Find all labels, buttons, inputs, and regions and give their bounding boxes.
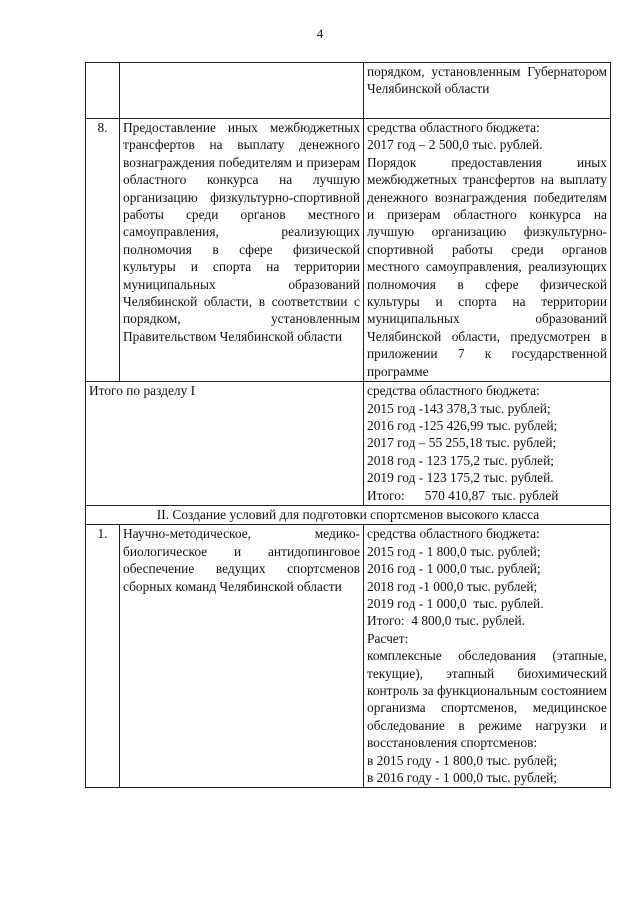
total-label-cell: Итого по разделу I [86, 382, 364, 506]
funding-line: в 2016 году - 1 000,0 тыс. рублей; [367, 770, 557, 786]
table-row [86, 63, 611, 119]
measure-cell: Предоставление иных межбюджетных трансфертов на выплату денежного вознаграждения победителям и призерам областного конкурса на лучшую организацию физкультурно-спортивной работы среди органов местного самоуправления, реализующих полномочия в сфере физической культуры и спорта на территории муниципальных образований Челябинской области, в соответствии с порядком, установленным Правительством Челябинской области [120, 119, 364, 382]
funding-line: 2015 год - 1 800,0 тыс. рублей; [367, 543, 541, 559]
section-heading: II. Создание условий для подготовки спортсменов высокого класса [86, 505, 611, 524]
total-line: 2019 год - 123 175,2 тыс. рублей. [367, 470, 554, 486]
program-table [85, 62, 611, 788]
table-row [86, 119, 611, 382]
funding-line: в 2015 году - 1 800,0 тыс. рублей; [367, 752, 557, 768]
funding-cell [364, 119, 611, 382]
funding-line: 2017 год – 2 500,0 тыс. рублей. [367, 137, 543, 153]
funding-procedure-text: Порядок предоставления иных межбюджетных трансфертов на выплату денежного вознаграждения победителям и призерам областного конкурса на лучшую организацию физкультурно-спортивной работы среди органов местного самоуправления, реализующих полномочия в сфере физической культуры и спорта на территории муниципальных образований Челябинской области, предусмотрен в приложении 7 к государственной программе [367, 154, 607, 379]
funding-line: средства областного бюджета: [367, 526, 540, 542]
funding-cell [364, 63, 611, 119]
funding-line: Итого: 4 800,0 тыс. рублей. [367, 613, 525, 629]
table-row [86, 382, 611, 506]
row-number-cell [86, 63, 120, 119]
total-line: 2015 год -143 378,3 тыс. рублей; [367, 400, 551, 416]
row-number-cell: 1. [86, 525, 120, 788]
total-line: 2017 год – 55 255,18 тыс. рублей; [367, 435, 557, 451]
funding-line: 2018 год -1 000,0 тыс. рублей; [367, 578, 538, 594]
total-line: 2018 год - 123 175,2 тыс. рублей; [367, 452, 554, 468]
total-funding-cell [364, 382, 611, 506]
funding-line: Расчет: [367, 630, 409, 646]
total-line: средства областного бюджета: [367, 383, 540, 399]
table-row [86, 525, 611, 788]
total-sum-line: Итого: 570 410,87 тыс. рублей [367, 487, 559, 503]
funding-line: 2016 год - 1 000,0 тыс. рублей; [367, 561, 541, 577]
table-row [86, 505, 611, 524]
funding-line: 2019 год - 1 000,0 тыс. рублей. [367, 595, 544, 611]
total-line: 2016 год -125 426,99 тыс. рублей; [367, 417, 558, 433]
calculation-text: комплексные обследования (этапные, текущие), этапный биохимический контроль за функциональным состоянием организма спортсменов, медицинское обследование в режиме нагрузки и восстановления спортсменов: [367, 648, 607, 751]
row-number-cell: 8. [86, 119, 120, 382]
funding-text: порядком, установленным Губернатором Челябинской области [367, 64, 607, 97]
page-number: 4 [316, 26, 324, 41]
measure-cell [120, 63, 364, 119]
funding-line: средства областного бюджета: [367, 120, 540, 135]
funding-cell [364, 525, 611, 788]
measure-cell: Научно-методическое, медико-биологическое и антидопинговое обеспечение ведущих спортсменов сборных команд Челябинской области [120, 525, 364, 788]
